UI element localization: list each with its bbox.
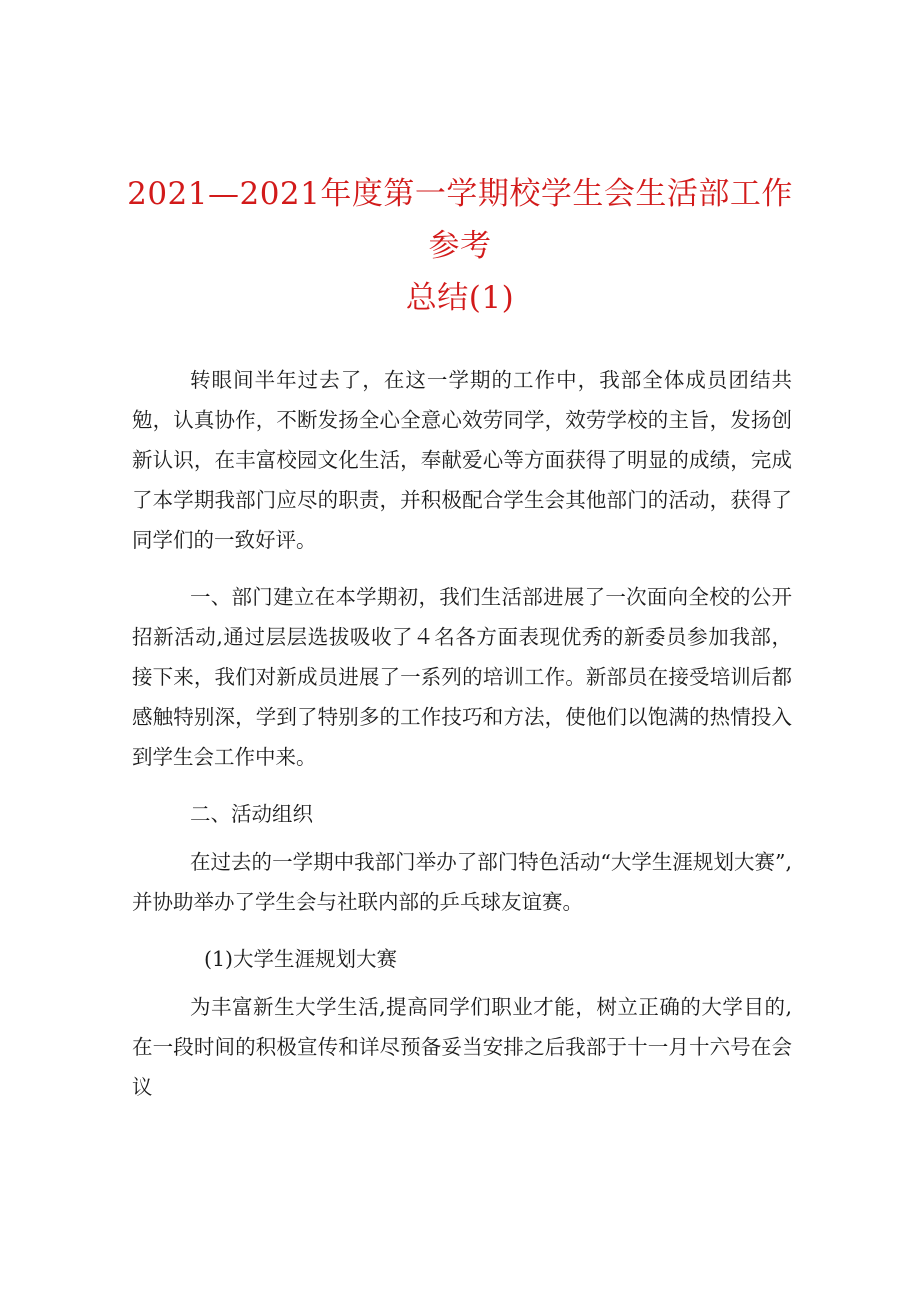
paragraph-department: 一、部门建立在本学期初，我们生活部进展了一次面向全校的公开招新活动,通过层层选拔吸收了４名各方面表现优秀的新委员参加我部，接下来，我们对新成员进展了一系列的培训工作。新部员在接受培训后都感触特别深，学到了特别多的工作技巧和方法，使他们以饱满的热情投入到学生会工作中来。 — [132, 585, 792, 769]
document-title — [120, 168, 800, 324]
paragraph-intro: 转眼间半年过去了，在这一学期的工作中，我部全体成员团结共勉，认真协作，不断发扬全心全意心效劳同学，效劳学校的主旨，发扬创新认识，在丰富校园文化生活，奉献爱心等方面获得了明显的成绩，完成了本学期我部门应尽的职责，并积极配合学生会其他部门的活动，获得了同学们的一致好评。 — [132, 368, 792, 552]
section-heading-activities: 二、活动组织 — [190, 802, 313, 826]
paragraph-activities: 在过去的一学期中我部门举办了部门特色活动“大学生涯规划大赛”,并协助举办了学生会与社联内部的乒乓球友谊赛。 — [132, 850, 792, 914]
subheading-career-contest: (1)大学生涯规划大赛 — [204, 947, 398, 971]
title-line-1: 2021—2021年度第一学期校学生会生活部工作参考 — [127, 176, 793, 264]
document-body — [132, 360, 792, 1124]
title-line-2: 总结(1) — [405, 280, 515, 316]
paragraph-career-contest: 为丰富新生大学生活,提高同学们职业才能，树立正确的大学目的,在一段时间的积极宣传和详尽预备妥当安排之后我部于十一月十六号在会议 — [132, 995, 792, 1099]
